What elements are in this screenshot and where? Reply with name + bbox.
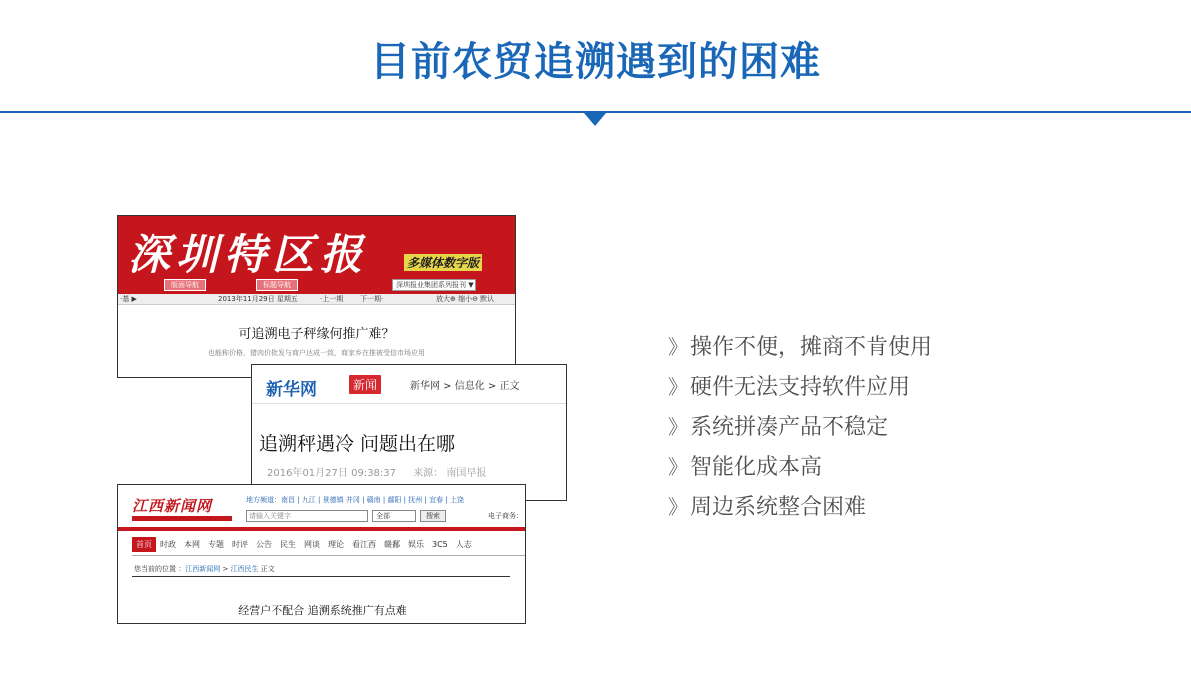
bullet-mark-icon: 》 [668,334,688,359]
page-title: 目前农贸追溯遇到的困难 [370,39,821,85]
list-item [668,485,932,525]
list-item [668,325,932,365]
shenzhen-lead: 也能称价格，猪肉价批发与商户达成一致，商家乡在推被受信市场应用 [208,349,425,357]
layout-nav-button[interactable]: 版面导航 [164,279,206,291]
nav-item[interactable]: 看江西 [352,540,376,549]
zoom-controls[interactable]: 放大⊕ 缩小⊖ 默认 [436,295,495,303]
xinhua-meta [267,464,500,479]
jiangxi-red-bar [118,527,526,531]
list-item-text: 系统拼凑产品不稳定 [690,414,889,440]
jiangxi-headline: 经营户不配合 追溯系统推广有点难 [238,604,407,617]
nav-item[interactable]: 时评 [232,540,248,549]
toolbar-left: ·基 ▶ [120,295,137,303]
ecommerce-label: 电子商务： [488,512,523,520]
jiangxi-news-screenshot [117,484,526,624]
next-issue-link[interactable]: 下一期· [360,295,384,303]
list-item-text: 硬件无法支持软件应用 [690,374,911,400]
breadcrumb-site-link[interactable]: 江西新闻网 [185,565,221,573]
shenzhen-news-screenshot [117,215,516,378]
difficulty-list [668,325,932,525]
breadcrumb-prefix: 您当前的位置 [134,565,176,573]
jiangxi-breadcrumb-divider [132,576,510,577]
shenzhen-masthead: 深圳特区报 [128,230,369,279]
title-nav-button[interactable]: 标题导航 [256,279,298,291]
xinhua-logo-tag: 新闻 [349,375,381,394]
bullet-mark-icon: 》 [668,454,688,479]
jiangxi-nav-divider [132,555,526,556]
xinhua-divider [252,403,567,404]
nav-item[interactable]: 公告 [256,540,272,549]
nav-item[interactable]: 3C5 [432,540,448,549]
edition-badge: 多媒体数字版 [404,254,482,271]
nav-item[interactable]: 民生 [280,540,296,549]
nav-item-home[interactable]: 首页 [132,537,156,552]
nav-item[interactable]: 网谈 [304,540,320,549]
shenzhen-headline: 可追溯电子秤缘何推广难？ [238,327,395,342]
nav-item[interactable]: 娱乐 [408,540,424,549]
list-item [668,405,932,445]
jiangxi-logo: 江西新闻网 [132,497,213,515]
bullet-mark-icon: 》 [668,374,688,399]
bullet-mark-icon: 》 [668,494,688,519]
list-item-text: 周边系统整合困难 [690,494,867,520]
nav-item[interactable]: 时政 [160,540,176,549]
jiangxi-top-links[interactable]: 地方频道：南昌 | 九江 | 景德镇 井冈 | 赣南 | 鄱阳 | 抚州 | 宜春 | 上饶 [246,496,464,504]
search-scope-select[interactable]: 全部 [372,510,416,522]
xinhua-headline: 追溯秤遇冷 问题出在哪 [259,433,456,455]
jiangxi-logo-underline [132,516,232,521]
jiangxi-nav [132,537,476,553]
shenzhen-banner [118,216,515,294]
nav-item[interactable]: 专题 [208,540,224,549]
xinhua-breadcrumb[interactable]: 新华网 > 信息化 > 正文 [410,381,520,392]
bullet-mark-icon: 》 [668,414,688,439]
list-item-text: 操作不便，摊商不肯使用 [690,334,933,360]
breadcrumb-tail: 正文 [260,565,275,573]
nav-item[interactable]: 赣鄱 [384,540,400,549]
list-item-text: 智能化成本高 [690,454,823,480]
jiangxi-breadcrumb: 您当前的位置 ：江西新闻网 > 江西民生 正文 [134,565,275,573]
issue-date: 2013年11月29日 星期五 [218,295,298,303]
prev-issue-link[interactable]: ·上一期 [320,295,344,303]
list-item [668,445,932,485]
nav-item[interactable]: 人志 [455,540,472,549]
xinhua-source: 来源： 南国早报 [413,468,487,479]
search-button[interactable]: 搜索 [420,510,446,522]
shenzhen-toolbar [118,294,515,305]
xinhua-date: 2016年01月27日 09:38:37 [267,468,396,479]
breadcrumb-section-link[interactable]: 江西民生 [230,565,259,573]
list-item [668,365,932,405]
nav-item[interactable]: 理论 [328,540,344,549]
search-input[interactable]: 请输入关键字 [246,510,368,522]
xinhua-logo: 新华网 [266,380,317,400]
nav-item[interactable]: 本网 [184,540,200,549]
xinhua-news-screenshot [251,364,567,501]
series-select[interactable]: 深圳报业集团系列报刊 ▼ [392,279,476,291]
title-divider-arrow-icon [584,113,606,126]
